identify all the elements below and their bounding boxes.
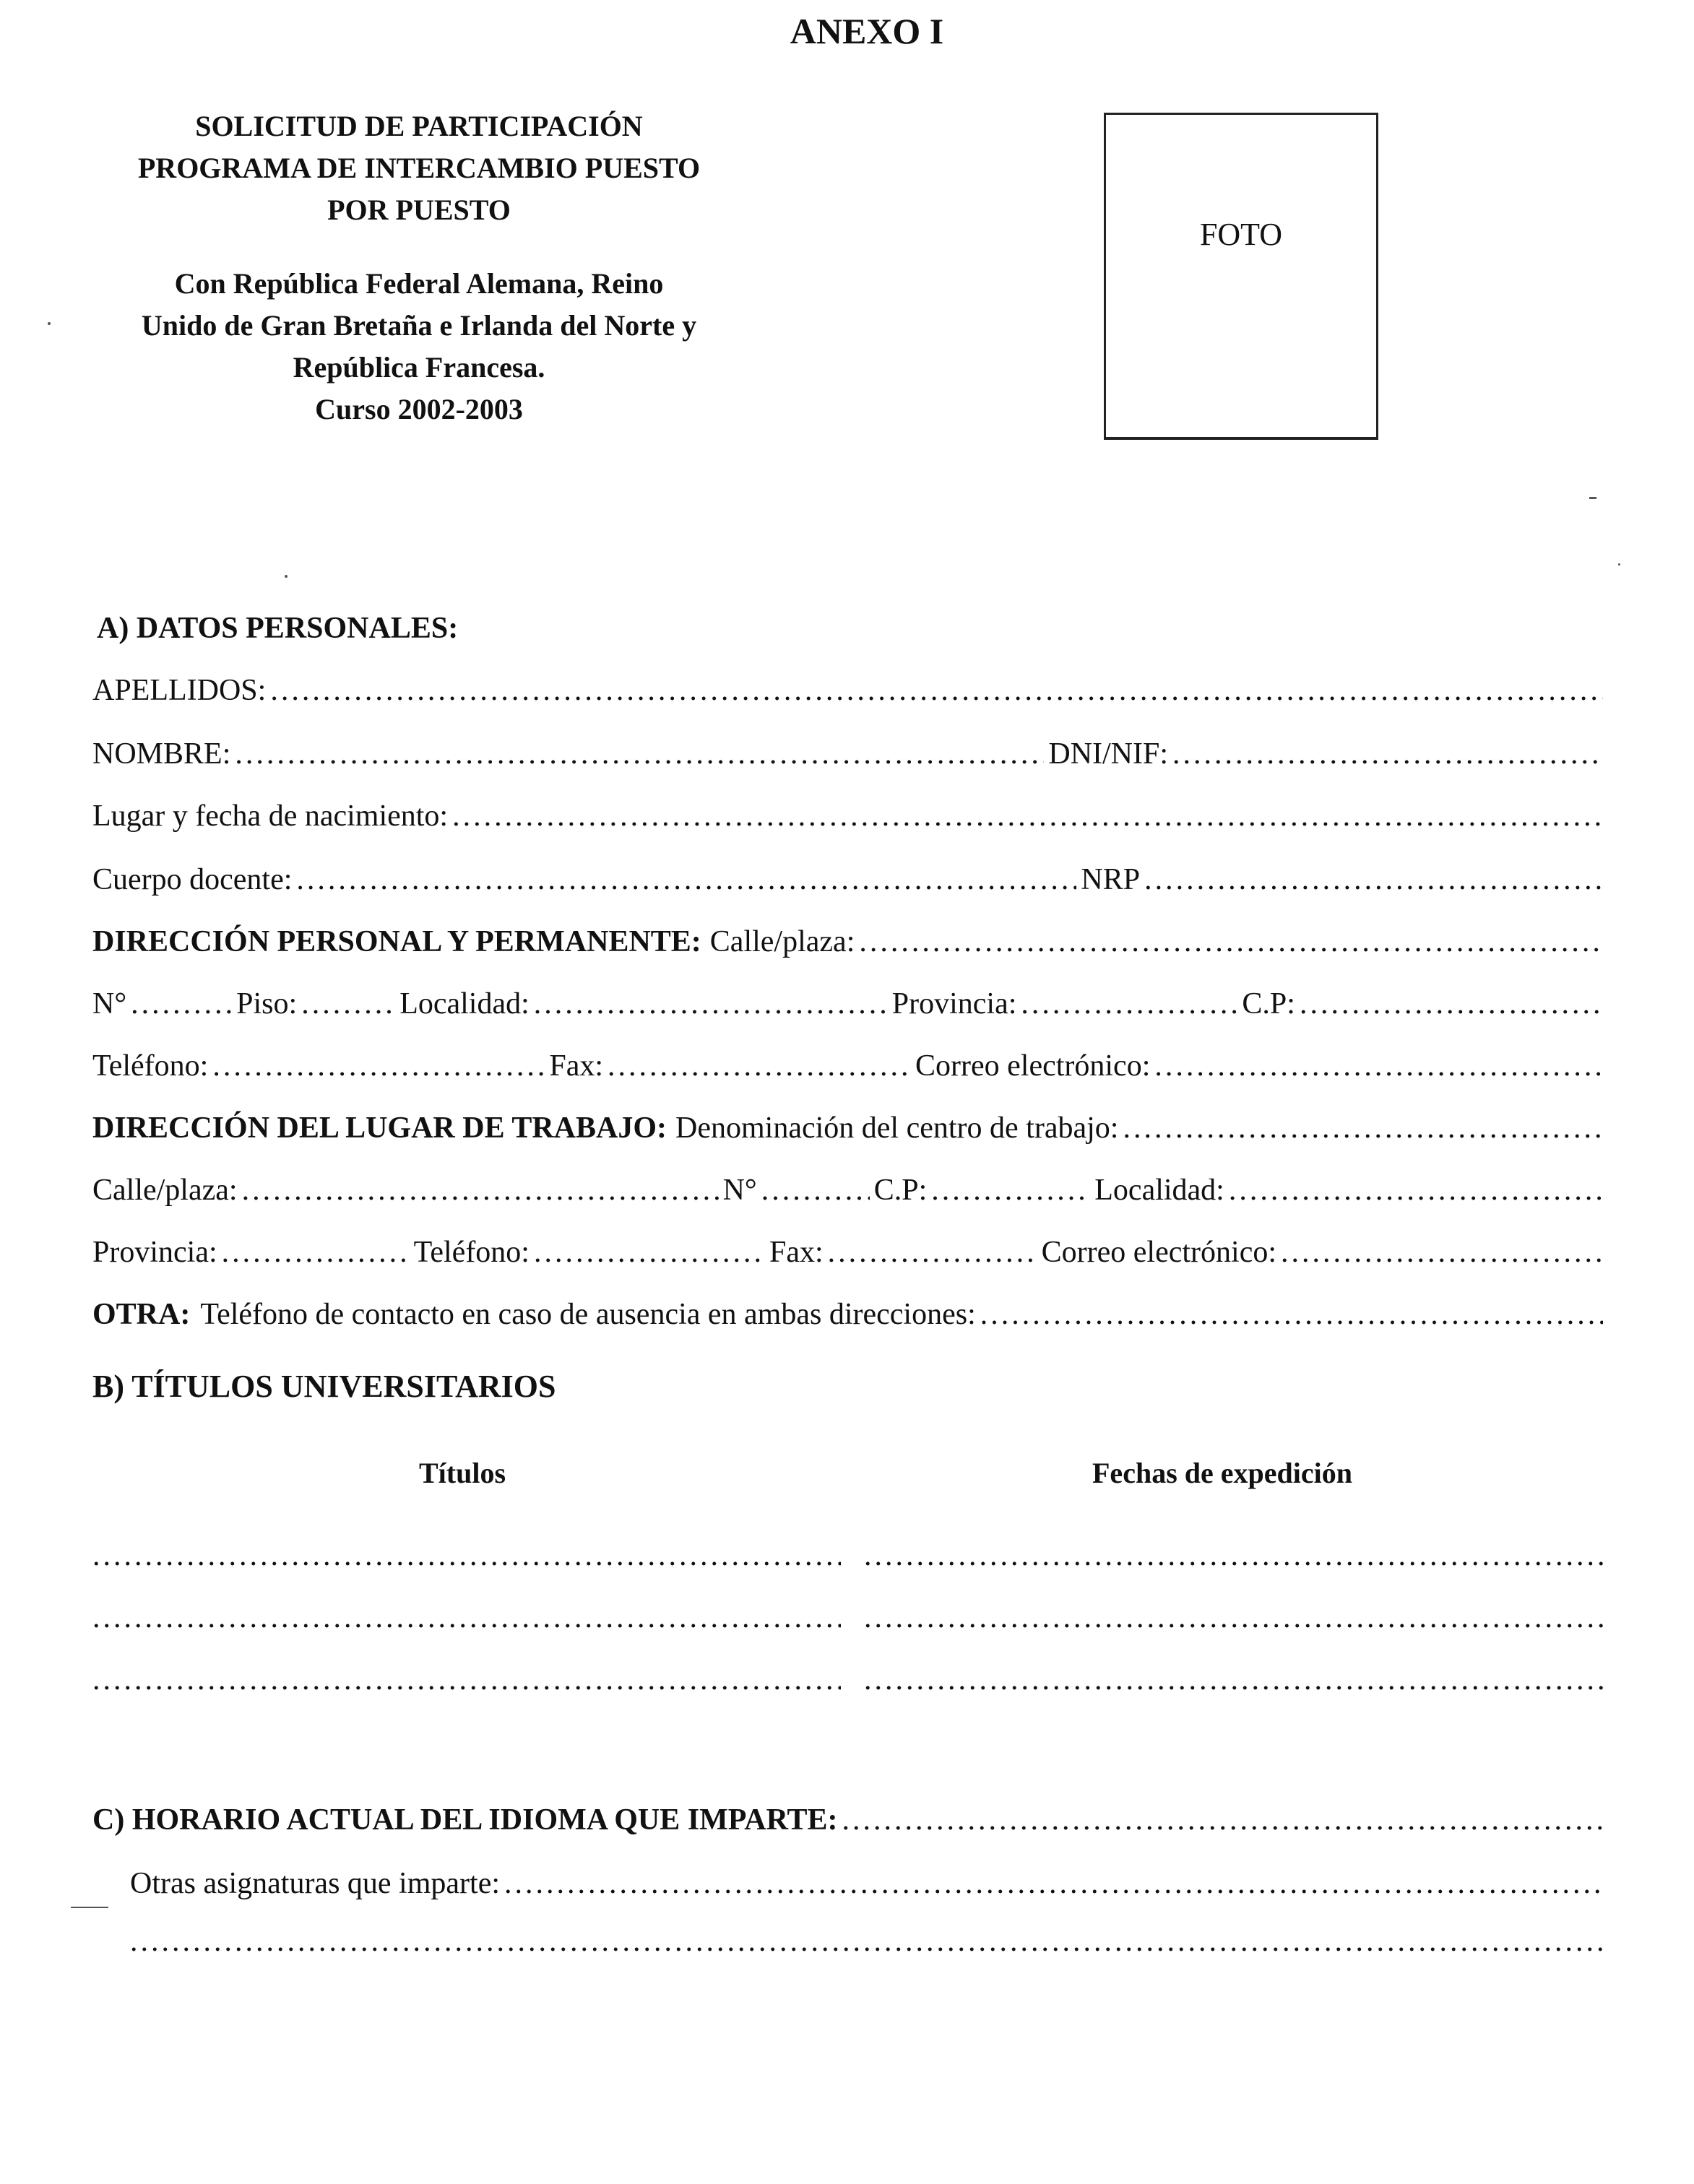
trabajo-provincia-field[interactable] [222, 1231, 410, 1274]
scan-speck [48, 322, 51, 325]
apellidos-row [92, 669, 1607, 712]
form-title-line-3: POR PUESTO [327, 194, 511, 226]
fax-field[interactable] [608, 1044, 911, 1088]
scan-speck [285, 575, 288, 578]
titulo-field-1[interactable] [92, 1538, 841, 1573]
lugar-fecha-field[interactable] [452, 794, 1603, 838]
dir-trabajo-row [92, 1106, 1607, 1150]
apellidos-label: APELLIDOS: [92, 674, 267, 707]
section-b-title: B) TÍTULOS UNIVERSITARIOS [92, 1369, 556, 1404]
form-subtitle-line-1: Con República Federal Alemana, Reino [174, 267, 664, 300]
titulo-field-3[interactable] [92, 1663, 841, 1697]
trabajo-direccion-row [92, 1169, 1607, 1212]
form-title-line-2: PROGRAMA DE INTERCAMBIO PUESTO [137, 152, 701, 184]
numero-label: N° [92, 987, 127, 1020]
cuerpo-label: Cuerpo docente: [92, 863, 293, 896]
trabajo-correo-field[interactable] [1281, 1231, 1603, 1274]
section-a-title: A) DATOS PERSONALES: [97, 612, 459, 645]
direccion-detalle-row [92, 982, 1607, 1026]
otra-label: OTRA: [92, 1298, 191, 1331]
cuerpo-row [92, 858, 1607, 901]
scan-speck [71, 1907, 108, 1908]
otra-row [92, 1293, 1607, 1336]
otras-asignaturas-field[interactable] [504, 1862, 1603, 1905]
trabajo-fax-label: Fax: [769, 1236, 824, 1269]
form-heading [87, 105, 751, 430]
nombre-field[interactable] [235, 732, 1044, 776]
trabajo-numero-field[interactable] [761, 1169, 870, 1212]
calle-plaza-field[interactable] [859, 920, 1603, 963]
denominacion-field[interactable] [1123, 1106, 1603, 1150]
otra-text: Teléfono de contacto en caso de ausencia en ambas direcciones: [200, 1298, 976, 1331]
nrp-label: NRP [1081, 863, 1141, 896]
denominacion-label: Denominación del centro de trabajo: [675, 1112, 1119, 1145]
dir-personal-row [92, 920, 1607, 963]
trabajo-cp-label: C.P: [873, 1174, 928, 1207]
form-subtitle-line-3: República Francesa. [293, 351, 545, 384]
provincia-field[interactable] [1021, 982, 1237, 1026]
piso-label: Piso: [236, 987, 298, 1020]
contacto-personal-row [92, 1044, 1607, 1088]
otra-field[interactable] [980, 1293, 1603, 1336]
photo-label: FOTO [1199, 217, 1283, 252]
horario-field[interactable] [842, 1798, 1603, 1842]
dni-label: DNI/NIF: [1048, 737, 1169, 771]
trabajo-contacto-row [92, 1231, 1607, 1274]
fechas-column-header: Fechas de expedición [1092, 1457, 1352, 1489]
numero-field[interactable] [131, 982, 232, 1026]
trabajo-calle-label: Calle/plaza: [92, 1174, 238, 1207]
form-subtitle-line-4: Curso 2002-2003 [315, 393, 523, 425]
scan-speck [1618, 563, 1620, 566]
dni-field[interactable] [1172, 732, 1603, 776]
trabajo-fax-field[interactable] [828, 1231, 1037, 1274]
cuerpo-field[interactable] [296, 858, 1076, 901]
trabajo-cp-field[interactable] [931, 1169, 1090, 1212]
trabajo-numero-label: N° [722, 1174, 757, 1207]
cp-field[interactable] [1300, 982, 1603, 1026]
trabajo-localidad-label: Localidad: [1094, 1174, 1224, 1207]
trabajo-correo-label: Correo electrónico: [1041, 1236, 1277, 1269]
annex-title: ANEXO I [790, 11, 944, 51]
lugar-fecha-label: Lugar y fecha de nacimiento: [92, 800, 449, 833]
localidad-label: Localidad: [399, 987, 530, 1020]
trabajo-calle-field[interactable] [242, 1169, 719, 1212]
scan-speck [1589, 497, 1596, 499]
form-subtitle-line-2: Unido de Gran Bretaña e Irlanda del Norte y [141, 309, 697, 342]
dir-trabajo-label: DIRECCIÓN DEL LUGAR DE TRABAJO: [92, 1112, 667, 1145]
calle-plaza-label: Calle/plaza: [709, 925, 855, 958]
correo-field[interactable] [1154, 1044, 1603, 1088]
fax-label: Fax: [549, 1049, 604, 1083]
section-c-title: C) HORARIO ACTUAL DEL IDIOMA QUE IMPARTE: [92, 1803, 838, 1837]
photo-box [1104, 113, 1378, 440]
nrp-field[interactable] [1144, 858, 1603, 901]
cp-label: C.P: [1242, 987, 1295, 1020]
telefono-field[interactable] [212, 1044, 545, 1088]
fecha-field-1[interactable] [864, 1538, 1609, 1573]
section-c-row [92, 1798, 1607, 1842]
form-title-line-1: SOLICITUD DE PARTICIPACIÓN [195, 110, 643, 142]
lugar-fecha-row [92, 794, 1607, 838]
fecha-field-3[interactable] [864, 1663, 1609, 1697]
otras-asignaturas-field-2[interactable] [130, 1924, 1604, 1959]
provincia-label: Provincia: [891, 987, 1017, 1020]
otras-asignaturas-row [130, 1862, 1607, 1905]
titulos-column-header: Títulos [419, 1457, 506, 1489]
fecha-field-2[interactable] [864, 1600, 1609, 1635]
titulo-field-2[interactable] [92, 1600, 841, 1635]
otras-asignaturas-label: Otras asignaturas que imparte: [130, 1867, 500, 1900]
correo-label: Correo electrónico: [915, 1049, 1151, 1083]
telefono-label: Teléfono: [92, 1049, 209, 1083]
apellidos-field[interactable] [270, 669, 1603, 712]
piso-field[interactable] [301, 982, 395, 1026]
localidad-field[interactable] [534, 982, 888, 1026]
nombre-label: NOMBRE: [92, 737, 231, 771]
trabajo-telefono-field[interactable] [534, 1231, 765, 1274]
trabajo-telefono-label: Teléfono: [413, 1236, 530, 1269]
trabajo-provincia-label: Provincia: [92, 1236, 217, 1269]
dir-personal-label: DIRECCIÓN PERSONAL Y PERMANENTE: [92, 925, 701, 958]
nombre-row [92, 732, 1607, 776]
trabajo-localidad-field[interactable] [1229, 1169, 1603, 1212]
